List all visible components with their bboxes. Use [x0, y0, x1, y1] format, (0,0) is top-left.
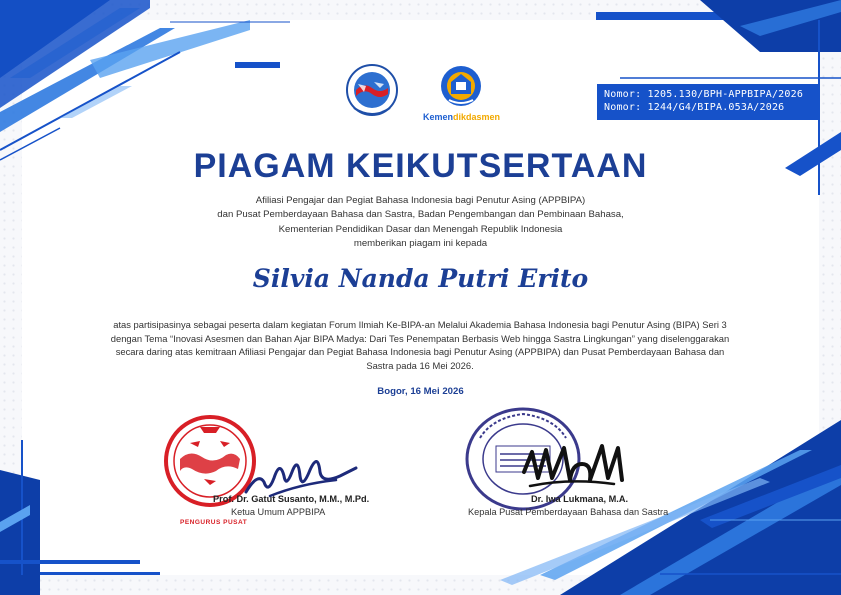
- signature-icon: [240, 442, 360, 502]
- signatory-2-role: Kepala Pusat Pemberdayaan Bahasa dan Sastra: [468, 507, 669, 517]
- body-line: secara daring atas kemitraan Afiliasi Pengajar dan Pegiat Bahasa Indonesia bagi Penutur Asing (APPBIPA) dan Pusat Pemberdayaan Bahasa dan: [115, 346, 725, 358]
- recipient-name: Silvia Nanda Putri Erito: [252, 264, 589, 293]
- body-line: Sastra pada 16 Mei 2026.: [366, 359, 474, 371]
- signatory-2-name: Dr. Iwa Lukmana, M.A.: [531, 494, 629, 504]
- intro-line: memberikan piagam ini kepada: [353, 237, 488, 249]
- signatory-1-name: Prof. Dr. Gatut Susanto, M.M., M.Pd.: [213, 494, 370, 504]
- appbipa-logo-icon: [344, 62, 400, 124]
- intro-line: Kementerian Pendidikan Dasar dan Menengah Republik Indonesia: [278, 223, 563, 235]
- body-line: dengan Tema “Inovasi Asesmen dan Bahan Ajar BIPA Madya: Dari Tes Penempatan Berbasis Web hingga Sastra Lingkungan” yang diselenggarakan: [110, 332, 730, 344]
- intro-line: dan Pusat Pemberdayaan Bahasa dan Sastra, Badan Pengembangan dan Pembinaan Bahasa,: [217, 209, 624, 221]
- place-date: Bogor, 16 Mei 2026: [377, 386, 464, 397]
- certificate-title: PIAGAM KEIKUTSERTAAN: [193, 147, 648, 185]
- intro-line: Afiliasi Pengajar dan Pegiat Bahasa Indonesia bagi Penutur Asing (APPBIPA): [255, 195, 586, 206]
- signatory-1-role: Ketua Umum APPBIPA: [231, 507, 326, 517]
- intro-text: [120, 194, 721, 251]
- nomor-line-1: Nomor: 1205.130/BPH-APPBIPA/2026: [604, 89, 804, 100]
- nomor-line-2: Nomor: 1244/G4/BIPA.053A/2026: [604, 102, 785, 113]
- body-text: [80, 318, 760, 372]
- logo-text-part2: dikdasmen: [453, 112, 501, 122]
- signature-icon: [510, 428, 630, 498]
- stamp-label: PENGURUS PUSAT: [180, 519, 248, 526]
- body-line: atas partisipasinya sebagai peserta dalam kegiatan Forum Ilmiah Ke-BIPA-an Melalui Akademia Bahasa Indonesia bagi Penutur Asing (BIPA) Seri 3: [113, 319, 727, 330]
- kemendikdasmen-logo-text: [423, 112, 499, 122]
- logo-text-part1: Kemen: [423, 112, 454, 122]
